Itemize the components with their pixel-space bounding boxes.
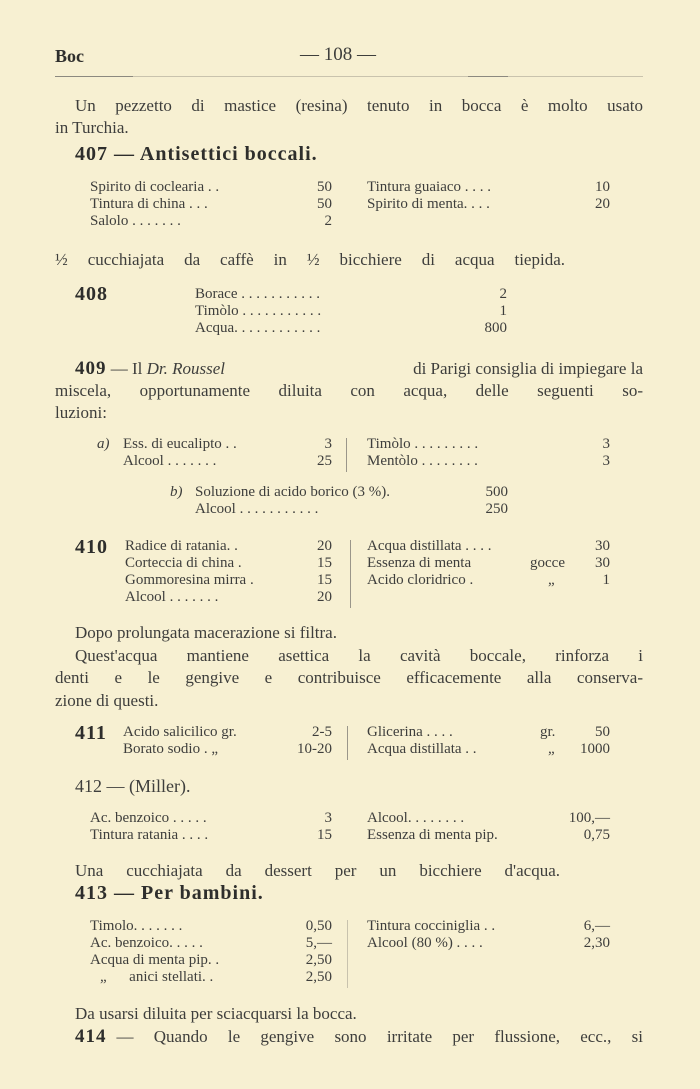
dosage-note: ½ cucchiajata da caffè in ½ bicchiere di acqua tiepida.	[55, 250, 565, 269]
quantity: 1	[602, 572, 610, 588]
ingredient: Alcool . . . . . . .	[125, 589, 219, 605]
sublabel: b)	[170, 484, 183, 500]
paragraph-line: Quest'acqua mantiene asettica la cavità boccale, rinforza i	[75, 646, 643, 665]
ingredient: Alcool . . . . . . . . . . .	[195, 501, 319, 517]
quantity: 3	[602, 436, 610, 452]
header-rule	[133, 76, 643, 77]
quantity: 15	[317, 572, 332, 588]
quantity: 20	[595, 196, 610, 212]
ingredient: Salolo . . . . . . .	[90, 213, 181, 229]
recipe-number: 408	[75, 283, 108, 305]
header-rule	[468, 76, 508, 77]
ingredient: Radice di ratania. .	[125, 538, 238, 554]
dosage-note: Una cucchiajata da dessert per un bicchiere d'acqua.	[75, 861, 560, 880]
quantity: 500	[485, 484, 508, 500]
ingredient: Alcool . . . . . . .	[123, 453, 217, 469]
quantity: 50	[317, 179, 332, 195]
ingredient: Alcool. . . . . . . .	[367, 810, 465, 826]
ingredient: Essenza di menta pip.	[367, 827, 498, 843]
quantity: 2	[324, 213, 332, 229]
quantity: 1000	[580, 741, 610, 757]
unit: „	[548, 572, 555, 588]
ingredient: Corteccia di china .	[125, 555, 242, 571]
ingredient: Acqua distillata . .	[367, 741, 477, 757]
quantity: 20	[317, 589, 332, 605]
ingredient: Timòlo . . . . . . . . . . .	[195, 303, 322, 319]
ingredient: Soluzione di acido borico (3 %).	[195, 484, 390, 500]
ingredient: Borace . . . . . . . . . . .	[195, 286, 320, 302]
paragraph-line: miscela, opportunamente diluita con acqua, delle seguenti so-	[55, 381, 643, 400]
quantity: 15	[317, 827, 332, 843]
quantity: 2,50	[305, 969, 332, 985]
recipe-heading: 413 — Per bambini.	[75, 882, 264, 904]
recipe-heading: 407 — Antisettici boccali.	[75, 143, 318, 165]
column-divider	[347, 920, 348, 988]
recipe-number: 409	[75, 358, 107, 379]
running-head: Boc	[55, 46, 84, 66]
quantity: 0,75	[583, 827, 610, 843]
recipe-number: 410	[75, 536, 108, 558]
quantity: 0,50	[305, 918, 332, 934]
ingredient: Acqua di menta pip. .	[90, 952, 220, 968]
column-divider	[347, 726, 348, 760]
unit: gr.	[540, 724, 556, 740]
column-divider	[346, 438, 347, 472]
ingredient: Tintura di china . . .	[90, 196, 208, 212]
ingredient: Spirito di menta. . . .	[367, 196, 490, 212]
ingredient: Timolo. . . . . . .	[90, 918, 183, 934]
ingredient: Tintura cocciniglia . .	[367, 918, 496, 934]
ingredient: Acqua distillata . . . .	[367, 538, 492, 554]
text: — Quando le gengive sono irritate per flussione, ecc., si	[116, 1027, 643, 1046]
quantity: 2,30	[583, 935, 610, 951]
paragraph-line: luzioni:	[55, 403, 107, 422]
ingredient: „ anici stellati. .	[100, 969, 214, 985]
ingredient: Ac. benzoico. . . . .	[90, 935, 203, 951]
dosage-note: Da usarsi diluita per sciacquarsi la bocca.	[75, 1004, 357, 1023]
quantity: 30	[595, 555, 610, 571]
quantity: 30	[595, 538, 610, 554]
ingredient: Alcool (80 %) . . . .	[367, 935, 483, 951]
unit: gocce	[530, 555, 565, 571]
quantity: 2	[499, 286, 507, 302]
text: di Parigi consiglia di impiegare la	[413, 359, 643, 378]
sublabel: a)	[97, 436, 110, 452]
quantity: 5,—	[305, 935, 332, 951]
quantity: 15	[317, 555, 332, 571]
ingredient: Borato sodio . „	[123, 741, 218, 757]
ingredient: Timòlo . . . . . . . . .	[367, 436, 479, 452]
ingredient: Gommoresina mirra .	[125, 572, 254, 588]
recipe-number: 414	[75, 1026, 107, 1047]
quantity: 20	[317, 538, 332, 554]
quantity: 2,50	[305, 952, 332, 968]
quantity: 100,—	[568, 810, 610, 826]
quantity: 10-20	[297, 741, 332, 757]
ingredient: Tintura guaiaco . . . .	[367, 179, 492, 195]
ingredient: Ess. di eucalipto . .	[123, 436, 237, 452]
ingredient: Essenza di menta	[367, 555, 472, 571]
paragraph-line	[75, 359, 643, 379]
paragraph-line: in Turchia.	[55, 118, 129, 137]
paragraph-line: Un pezzetto di mastice (resina) tenuto in bocca è molto usato	[75, 96, 643, 115]
paragraph-line: Dopo prolungata macerazione si filtra.	[75, 623, 337, 642]
unit: „	[548, 741, 555, 757]
quantity: 800	[484, 320, 507, 336]
paragraph-line: denti e le gengive e contribuisce efficacemente alla conserva-	[55, 668, 643, 687]
ingredient: Ac. benzoico . . . . .	[90, 810, 207, 826]
quantity: 250	[485, 501, 508, 517]
paragraph-line	[75, 1027, 643, 1047]
recipe-heading: 412 — (Miller).	[75, 776, 191, 796]
ingredient: Mentòlo . . . . . . . .	[367, 453, 478, 469]
recipe-number: 411	[75, 722, 107, 744]
quantity: 2-5	[312, 724, 332, 740]
quantity: 50	[595, 724, 610, 740]
ingredient: Glicerina . . . .	[367, 724, 453, 740]
quantity: 10	[595, 179, 610, 195]
column-divider	[350, 540, 351, 608]
quantity: 1	[499, 303, 507, 319]
header-rule	[55, 76, 133, 77]
ingredient: Acido salicilico gr.	[123, 724, 237, 740]
text: — Il	[110, 359, 143, 378]
quantity: 3	[602, 453, 610, 469]
ingredient: Acqua. . . . . . . . . . . .	[195, 320, 321, 336]
quantity: 50	[317, 196, 332, 212]
quantity: 6,—	[583, 918, 610, 934]
quantity: 3	[324, 810, 332, 826]
paragraph-line: zione di questi.	[55, 691, 159, 710]
author-name: Dr. Roussel	[146, 359, 226, 378]
page-number: — 108 —	[300, 44, 376, 65]
ingredient: Tintura ratania . . . .	[90, 827, 209, 843]
ingredient: Acido cloridrico .	[367, 572, 474, 588]
quantity: 3	[324, 436, 332, 452]
ingredient: Spirito di coclearia . .	[90, 179, 220, 195]
quantity: 25	[317, 453, 332, 469]
